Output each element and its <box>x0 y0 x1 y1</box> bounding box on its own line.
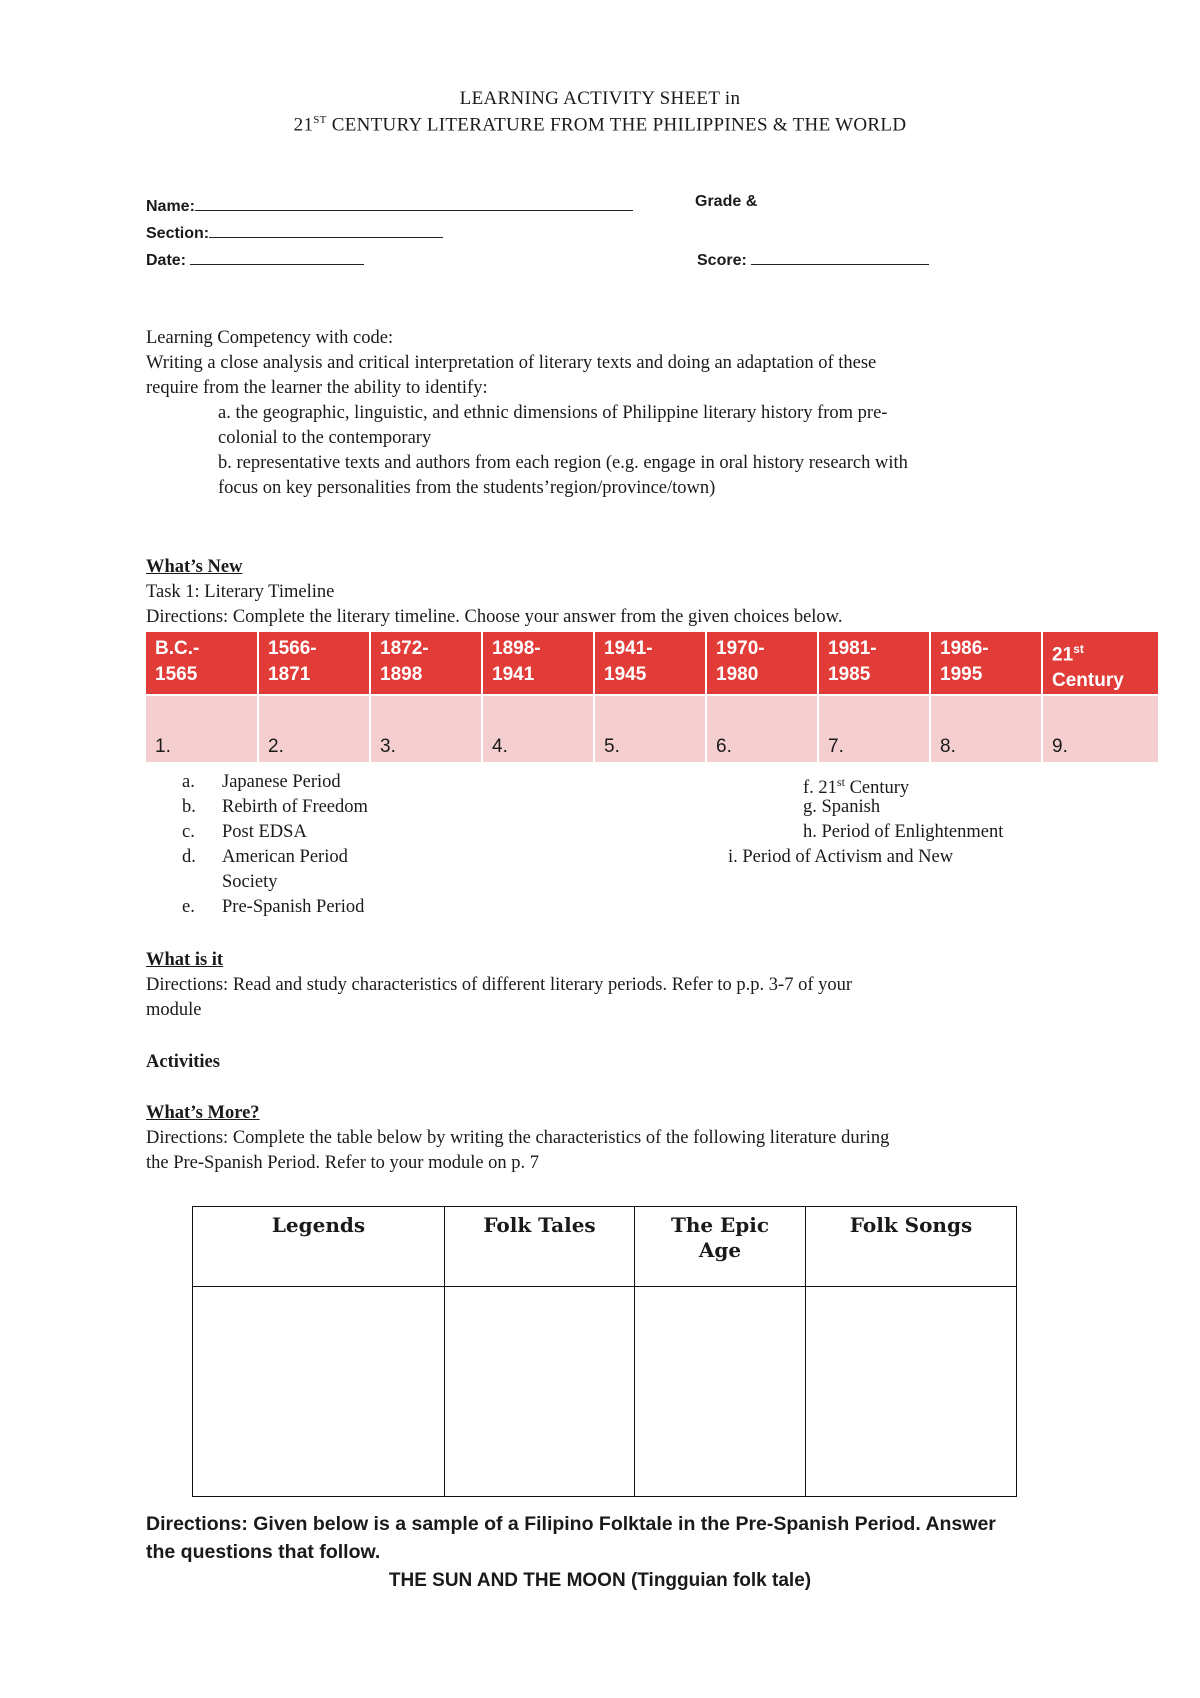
period-cell: 1941- 1945 <box>594 632 706 695</box>
period-cell: B.C.- 1565 <box>146 632 258 695</box>
sheet-subtitle: 21ST CENTURY LITERATURE FROM THE PHILIPPINES & THE WORLD <box>293 114 907 136</box>
score-label: Score: <box>697 252 747 269</box>
timeline-table <box>146 632 1158 762</box>
choice-g: g. Spanish <box>803 797 881 817</box>
section-field[interactable] <box>146 220 443 243</box>
activities-heading: Activities <box>146 1052 220 1072</box>
whats-more-heading: What’s More? <box>146 1103 260 1123</box>
period-cell: 1566- 1871 <box>258 632 370 695</box>
folktale-directions: Directions: Given below is a sample of a Filipino Folktale in the Pre-Spanish Period. Answer the questions that follow. <box>146 1513 996 1563</box>
story-title: THE SUN AND THE MOON (Tingguian folk tale) <box>388 1570 812 1591</box>
period-cell: 1981- 1985 <box>818 632 930 695</box>
characteristics-header-row <box>193 1207 1017 1287</box>
whats-new-section: What’s New Task 1: Literary Timeline Directions: Complete the literary timeline. Choose your answer from the given choices below. <box>146 555 1076 630</box>
name-blank[interactable] <box>195 193 633 211</box>
section-label: Section: <box>146 225 210 242</box>
what-is-it-section: What is it Directions: Read and study characteristics of different literary periods. Refer to p.p. 3-7 of your module <box>146 948 1076 1023</box>
score-field[interactable] <box>697 247 929 270</box>
whats-new-heading: What’s New <box>146 557 243 577</box>
answer-cell[interactable]: 9. <box>1042 695 1158 762</box>
header-legends: Legends <box>193 1207 445 1287</box>
choice-item: c. Post EDSA <box>182 822 307 842</box>
choice-item: d. American Period <box>182 847 348 867</box>
header-epic-age: The Epic Age <box>635 1207 806 1287</box>
answer-cell[interactable] <box>445 1287 635 1497</box>
answer-cell[interactable]: 1. <box>146 695 258 762</box>
what-is-it-heading: What is it <box>146 950 224 970</box>
answer-cell[interactable]: 4. <box>482 695 594 762</box>
date-blank[interactable] <box>190 247 364 265</box>
competency-section: Learning Competency with code: Writing a close analysis and critical interpretation of literary texts and doing an adaptation of these require from the learner the ability to identify: a. the geographic, linguistic, and ethnic dimensions of Philippine literary history from pre- colonial to the contemporary b. representative texts and authors from each region (e.g. engage in oral history research with focus on key personalities from the students’region/province/town) <box>146 326 1066 501</box>
timeline-answer-row <box>146 695 1158 762</box>
date-field[interactable] <box>146 247 364 270</box>
score-blank[interactable] <box>751 247 929 265</box>
characteristics-answer-row <box>193 1287 1017 1497</box>
answer-cell[interactable] <box>806 1287 1017 1497</box>
choice-i: i. Period of Activism and New <box>728 847 954 867</box>
choice-item: a. Japanese Period <box>182 772 341 792</box>
choice-item-cont: Society <box>222 872 278 892</box>
whats-more-section: What’s More? Directions: Complete the table below by writing the characteristics of the following literature during the Pre-Spanish Period. Refer to your module on p. 7 <box>146 1101 1086 1176</box>
header-folk-tales: Folk Tales <box>445 1207 635 1287</box>
choice-h: h. Period of Enlightenment <box>803 822 1004 842</box>
date-label: Date: <box>146 252 187 269</box>
answer-cell[interactable]: 2. <box>258 695 370 762</box>
choices-left <box>182 770 368 920</box>
header-folk-songs: Folk Songs <box>806 1207 1017 1287</box>
answer-cell[interactable] <box>635 1287 806 1497</box>
period-cell: 1970- 1980 <box>706 632 818 695</box>
answer-cell[interactable]: 5. <box>594 695 706 762</box>
sheet-title: LEARNING ACTIVITY SHEET in <box>459 88 741 109</box>
period-cell: 1898- 1941 <box>482 632 594 695</box>
name-label: Name: <box>146 198 195 215</box>
period-cell: 1872- 1898 <box>370 632 482 695</box>
choice-f: f. 21st Century <box>803 775 910 799</box>
competency-heading: Learning Competency with code: <box>146 328 394 348</box>
answer-cell[interactable]: 8. <box>930 695 1042 762</box>
answer-cell[interactable] <box>193 1287 445 1497</box>
period-cell: 1986- 1995 <box>930 632 1042 695</box>
answer-cell[interactable]: 6. <box>706 695 818 762</box>
timeline-period-row <box>146 632 1158 695</box>
period-cell: 21st Century <box>1042 632 1158 695</box>
choice-item: b. Rebirth of Freedom <box>182 797 368 817</box>
answer-cell[interactable]: 3. <box>370 695 482 762</box>
answer-cell[interactable]: 7. <box>818 695 930 762</box>
name-field[interactable] <box>146 193 633 216</box>
characteristics-table <box>192 1206 1017 1497</box>
section-blank[interactable] <box>209 220 443 238</box>
choice-item: e. Pre-Spanish Period <box>182 897 365 917</box>
grade-label: Grade & <box>695 193 758 210</box>
